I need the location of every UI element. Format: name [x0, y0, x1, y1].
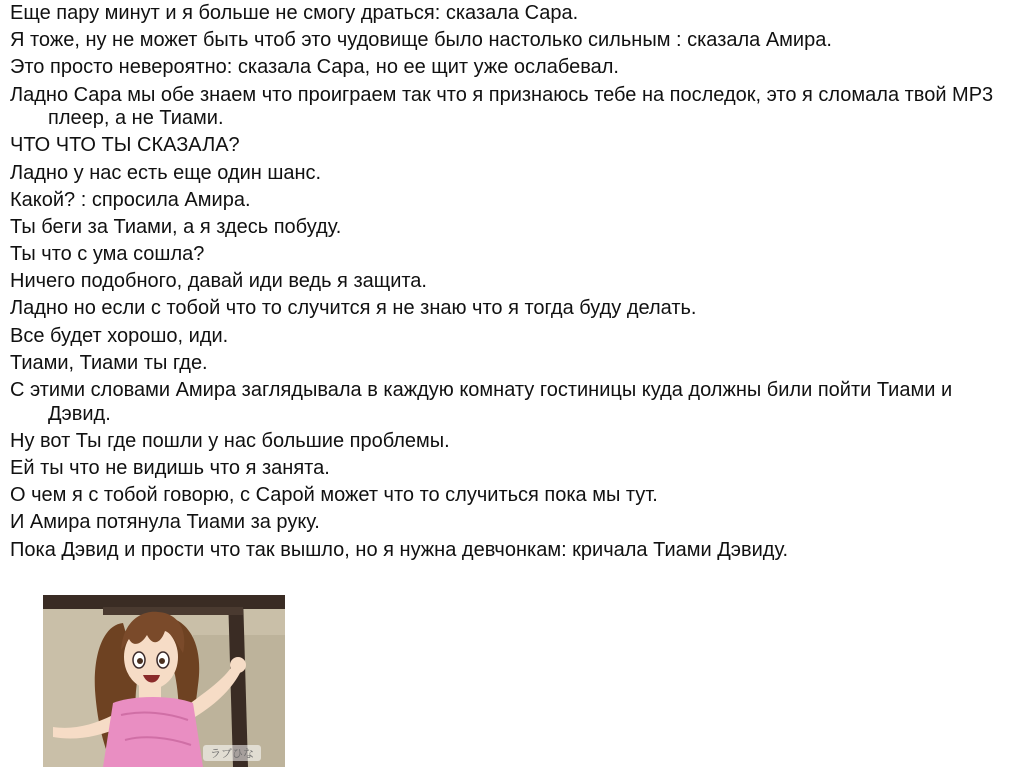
dialogue-line-14: С этими словами Амира заглядывала в каждую комнату гостиницы куда должны били пойти Тиами и Дэвид. — [10, 379, 953, 425]
dialogue-line-3: Это просто невероятно: сказала Сара, но ее щит уже ослабевал. — [10, 56, 619, 79]
dialogue-line-2: Я тоже, ну не может быть чтоб это чудовище было настолько сильным : сказала Амира. — [10, 29, 832, 52]
dialogue-line-12: Все будет хорошо, иди. — [10, 324, 229, 347]
dialogue-line-17: О чем я с тобой говорю, с Сарой может что то случиться пока мы тут. — [10, 484, 658, 507]
dialogue-line-18: И Амира потянула Тиами за руку. — [10, 511, 320, 534]
dialogue-line-1: Еще пару минут и я больше не смогу драться: сказала Сара. — [10, 2, 579, 24]
dialogue-line-11: Ладно но если с тобой что то случится я не знаю что я тогда буду делать. — [10, 297, 697, 320]
dialogue-line-8: Ты беги за Тиами, а я здесь побуду. — [10, 215, 342, 238]
dialogue-text — [10, 2, 1000, 566]
dialogue-line-19: Пока Дэвид и прости что так вышло, но я нужна девчонкам: кричала Тиами Дэвиду. — [10, 538, 788, 561]
dialogue-line-9: Ты что с ума сошла? — [10, 243, 205, 266]
dialogue-line-13: Тиами, Тиами ты где. — [10, 351, 208, 374]
dialogue-line-16: Ей ты что не видишь что я занята. — [10, 457, 330, 479]
dialogue-line-10: Ничего подобного, давай иди ведь я защита. — [10, 270, 427, 293]
watermark-logo — [203, 745, 261, 761]
dialogue-line-6: Ладно у нас есть еще один шанс. — [10, 161, 322, 184]
anime-girl-illustration — [43, 595, 285, 767]
svg-text:ラブひな: ラブひな — [210, 747, 254, 760]
dialogue-line-7: Какой? : спросила Амира. — [10, 188, 251, 211]
dialogue-line-4: Ладно Сара мы обе знаем что проиграем так что я признаюсь тебе на последок, это я сломала твой MP3 плеер, а не Тиами. — [10, 83, 994, 130]
dialogue-line-15: Ну вот Ты где пошли у нас большие проблемы. — [10, 429, 450, 452]
dialogue-line-5: ЧТО ЧТО ТЫ СКАЗАЛА? — [10, 134, 240, 157]
